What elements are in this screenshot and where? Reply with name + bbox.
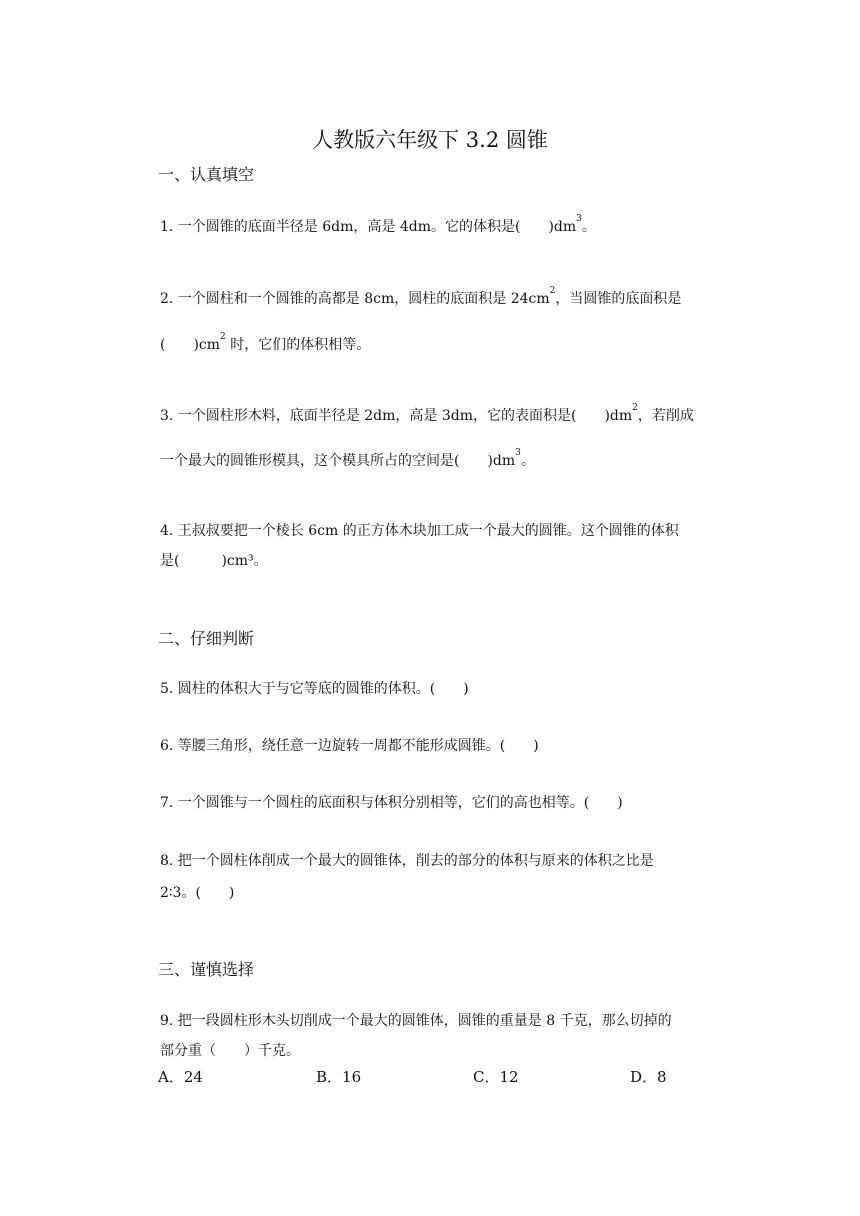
section-heading-judge: 二、仔细判断 [158, 629, 255, 648]
question-3-text: 3. 一个圆柱形木料，底面半径是 2dm，高是 3dm，它的表面积是( )dm [160, 408, 633, 424]
question-2-text-2: ( )cm [160, 337, 221, 353]
question-1-exponent: 3 [576, 214, 582, 224]
question-4-line-2: 是( )cm³。 [160, 553, 268, 569]
question-7: 7. 一个圆锥与一个圆柱的底面积与体积分别相等，它们的高也相等。( ) [160, 795, 623, 811]
question-8-line-1: 8. 把一个圆柱体削成一个最大的圆锥体，削去的部分的体积与原来的体积之比是 [160, 853, 654, 869]
question-2-tail-2: 时，它们的体积相等。 [225, 337, 371, 353]
option-c: C．12 [473, 1068, 519, 1086]
question-1-tail: 。 [581, 219, 596, 235]
question-1-text: 1. 一个圆锥的底面半径是 6dm，高是 4dm。它的体积是( )dm [160, 219, 577, 235]
section-heading-fill-in: 一、认真填空 [158, 165, 255, 184]
option-b: B．16 [316, 1068, 362, 1086]
question-2-line-2 [160, 334, 370, 354]
question-2-tail: ，当圆锥的底面积是 [555, 291, 682, 307]
question-3-text-2: 一个最大的圆锥形模具，这个模具所占的空间是( )dm [160, 453, 516, 469]
section-heading-choose: 三、谨慎选择 [158, 960, 255, 979]
question-4-line-1: 4. 王叔叔要把一个棱长 6cm 的正方体木块加工成一个最大的圆锥。这个圆锥的体积 [160, 523, 679, 539]
option-a: A．24 [158, 1068, 203, 1086]
question-3-exponent-2: 3 [515, 448, 521, 458]
option-d: D．8 [630, 1068, 667, 1086]
question-3-tail-2: 。 [520, 453, 535, 469]
question-6: 6. 等腰三角形，绕任意一边旋转一周都不能形成圆锥。( ) [160, 738, 539, 754]
question-2-exponent: 2 [549, 286, 556, 296]
question-3-line-1 [160, 405, 694, 425]
question-9-line-1: 9. 把一段圆柱形木头切削成一个最大的圆锥体，圆锥的重量是 8 千克，那么切掉的 [160, 1013, 672, 1029]
question-3-line-2 [160, 450, 535, 470]
question-1 [160, 216, 596, 236]
page-title: 人教版六年级下 3.2 圆锥 [312, 128, 548, 152]
question-2-line-1 [160, 288, 681, 308]
question-3-tail: ，若削成 [637, 408, 694, 424]
question-8-line-2: 2∶3。( ) [160, 885, 235, 901]
question-3-exponent: 2 [632, 403, 638, 413]
question-2-text: 2. 一个圆柱和一个圆锥的高都是 8cm，圆柱的底面积是 24cm [160, 291, 550, 307]
question-5: 5. 圆柱的体积大于与它等底的圆锥的体积。( ) [160, 681, 469, 697]
question-9-line-2: 部分重（ ）千克。 [160, 1043, 300, 1059]
question-2-exponent-2: 2 [220, 332, 226, 342]
